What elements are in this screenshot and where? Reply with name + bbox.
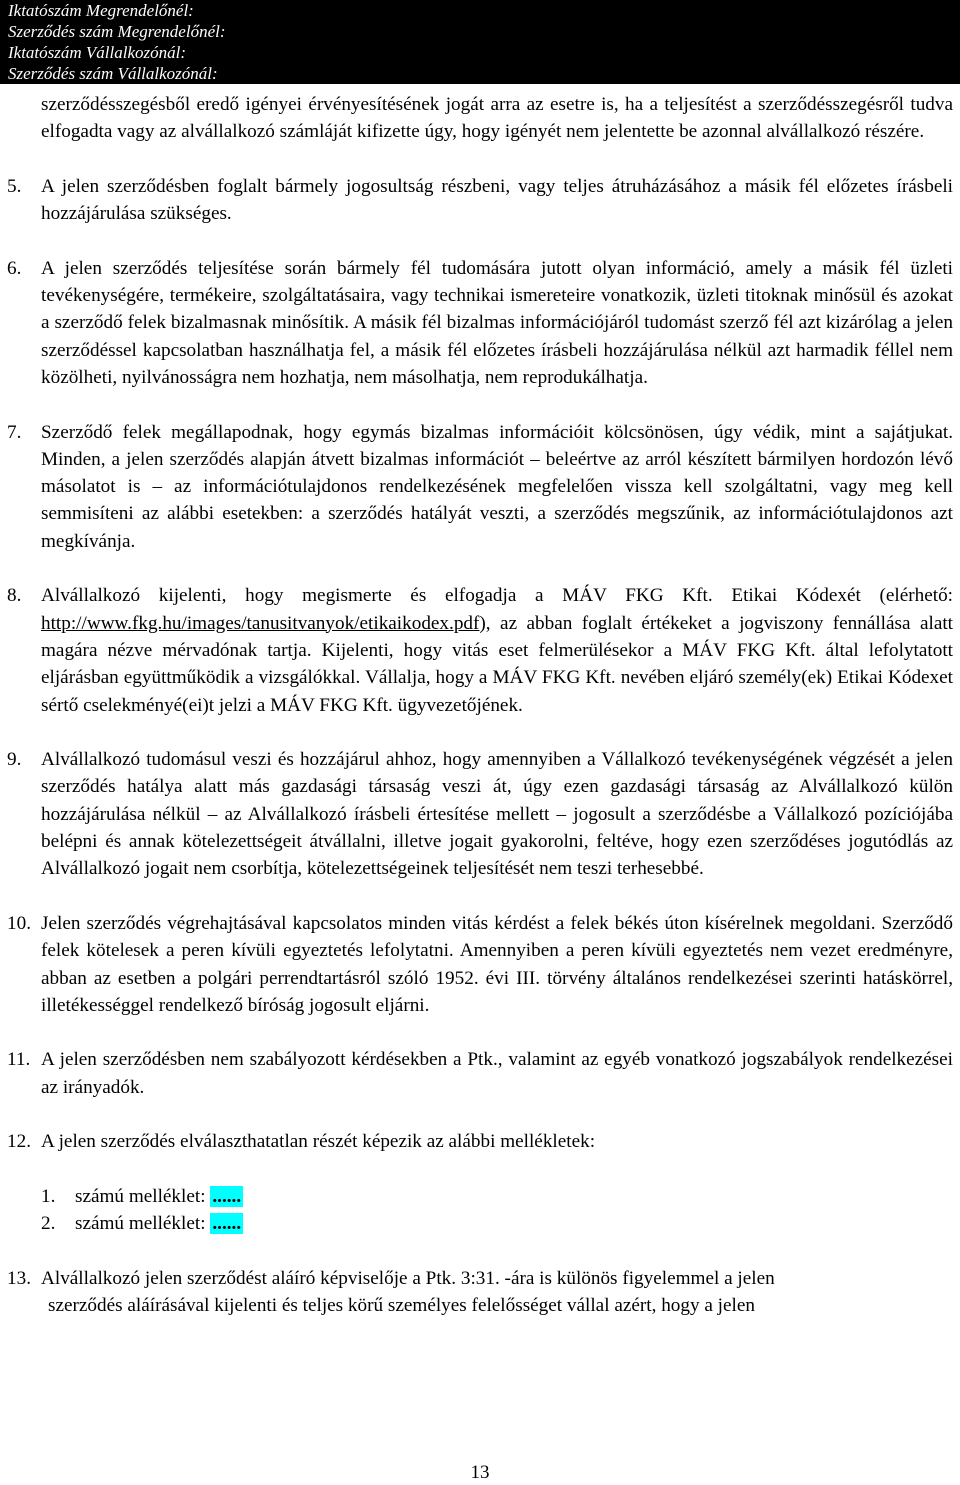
clause-number: 8. (7, 585, 22, 607)
intro-paragraph: szerződésszegésből eredő igényei érvényesítésének jogát arra az esetre is, ha a teljesítést a szerződésszegésről tudva elfogadta vagy az alvállalkozó számláját kifizette úgy, hogy igényét nem jelentette be azonnal alvállalkozó részére. (41, 94, 953, 143)
clause-9 (7, 746, 953, 882)
clause-number: 11. (7, 1049, 31, 1071)
header-line-1: Iktatószám Megrendelőnél: (8, 1, 194, 20)
ethics-code-link[interactable]: http://www.fkg.hu/images/tanusitvanyok/etikaikodex.pdf (41, 612, 480, 634)
clause-text-after-link: ), az abban foglalt értékeket a jogviszony fennállása alatt magára nézve mérvadónak tartja. Kijelenti, hogy vitás eset felmerülésekor a MÁV FKG Kft. által lefolytatott eljárásban együttműködik a vizsgálókkal. Vállalja, hogy a MÁV FKG Kft. nevében eljáró személy(ek) Etikai Kódexet sértő cselekményé(ei)t jelzi a MÁV FKG Kft. ügyvezetőjének. (41, 612, 953, 716)
annex-2 (41, 1210, 953, 1237)
clause-number: 7. (7, 421, 22, 443)
clause-text: Jelen szerződés végrehajtásával kapcsolatos minden vitás kérdést a felek békés úton kísérelnek megoldani. Szerződő felek kötelesek a peren kívüli egyeztetés lefolytatni. Amennyiben a peren kívüli egyeztetés nem vezet eredményre, abban az esetben a polgári perrendtartásról szóló 1952. évi III. törvény általános rendelkezései szerinti hatáskörrel, illetékességgel rendelkező bíróság jogosult eljárni. (41, 912, 953, 1016)
annex-placeholder: ...... (212, 1185, 242, 1207)
document-header (0, 0, 960, 84)
clause-11 (7, 1046, 953, 1101)
clause-text: Szerződő felek megállapodnak, hogy egymás bizalmas információit kölcsönösen, úgy védik, mint a sajátjukat. Minden, a jelen szerződés alapján átvett bizalmas információt – beleértve az arról készített bármilyen hordozón lévő másolatot is – az információtulajdonos rendelkezésének megfelelően vissza kell szolgáltatni, vagy meg kell semmisíteni az alábbi esetekben: a szerződés hatályát veszti, a szerződés megszűnik, az információtulajdonos azt megkívánja. (41, 421, 953, 552)
clause-13 (7, 1265, 953, 1292)
clause-number: 10. (7, 912, 31, 934)
clause-12 (7, 1128, 953, 1155)
annex-label: számú melléklet: (75, 1185, 211, 1207)
clause-text: A jelen szerződésben nem szabályozott kérdésekben a Ptk., valamint az egyéb vonatkozó jogszabályok rendelkezései az irányadók. (41, 1049, 953, 1098)
clause-text: Alvállalkozó tudomásul veszi és hozzájárul ahhoz, hogy amennyiben a Vállalkozó tevékenységének végzését a jelen szerződés hatálya alatt más gazdasági társaság veszi át, úgy ezen gazdasági társaság az Alvállalkozó külön hozzájárulása nélkül – az Alvállalkozó írásbeli értesítése mellett – jogosult a szerződésbe a Vállalkozó pozíciójába belépni és annak kötelezettségeit átvállalni, illetve jogait gyakorolni, feltéve, hogy ezen szerződéses jogutódlás az Alvállalkozó jogait nem csorbítja, kötelezettségeinek teljesítését nem teszi terhesebbé. (41, 749, 953, 880)
clause-text-line-1: Alvállalkozó jelen szerződést aláíró képviselője a Ptk. 3:31. -ára is különös figyelemmel a jelen (41, 1267, 775, 1289)
annex-label: számú melléklet: (75, 1213, 211, 1235)
annex-1 (41, 1183, 953, 1210)
clause-number: 12. (7, 1131, 31, 1153)
clause-number: 6. (7, 257, 22, 279)
header-line-3: Iktatószám Vállalkozónál: (8, 43, 187, 62)
clause-6 (7, 255, 953, 391)
clause-7 (7, 419, 953, 555)
header-line-2: Szerződés szám Megrendelőnél: (8, 22, 226, 41)
annex-number: 2. (41, 1213, 56, 1235)
annex-placeholder: ...... (212, 1213, 242, 1235)
header-line-4: Szerződés szám Vállalkozónál: (8, 64, 218, 83)
clause-8 (7, 582, 953, 718)
clause-5 (7, 173, 953, 228)
document-body (7, 91, 953, 1319)
annex-number: 1. (41, 1185, 56, 1207)
clause-number: 5. (7, 175, 22, 197)
clause-text: A jelen szerződésben foglalt bármely jogosultság részbeni, vagy teljes átruházásához a másik fél előzetes írásbeli hozzájárulása szükséges. (41, 175, 953, 225)
clause-number: 13. (7, 1267, 31, 1289)
clause-13-continuation: szerződés aláírásával kijelenti és teljes körű személyes felelősséget vállal azért, hogy a jelen (48, 1295, 755, 1317)
clause-number: 9. (7, 749, 22, 771)
page-number: 13 (470, 1462, 490, 1483)
clause-10 (7, 910, 953, 1019)
clause-text: A jelen szerződés elválaszthatatlan részét képezik az alábbi mellékletek: (41, 1131, 596, 1153)
clause-text-before-link: Alvállalkozó kijelenti, hogy megismerte és elfogadja a MÁV FKG Kft. Etikai Kódexét (elérhető: (41, 585, 953, 607)
clause-text: A jelen szerződés teljesítése során bármely fél tudomására jutott olyan információ, amely a másik fél üzleti tevékenységére, termékeire, szolgáltatásaira, vagy technikai ismereteire vonatkozik, üzleti titoknak minősül és azokat a szerződő felek bizalmasnak minősítik. A másik fél bizalmas információjáról tudomást szerző fél azt kizárólag a jelen szerződéssel kapcsolatban használhatja fel, a másik fél előzetes írásbeli hozzájárulása nélkül azt harmadik féllel nem közölheti, nyilvánosságra nem hozhatja, nem másolhatja, nem reprodukálhatja. (41, 257, 953, 388)
